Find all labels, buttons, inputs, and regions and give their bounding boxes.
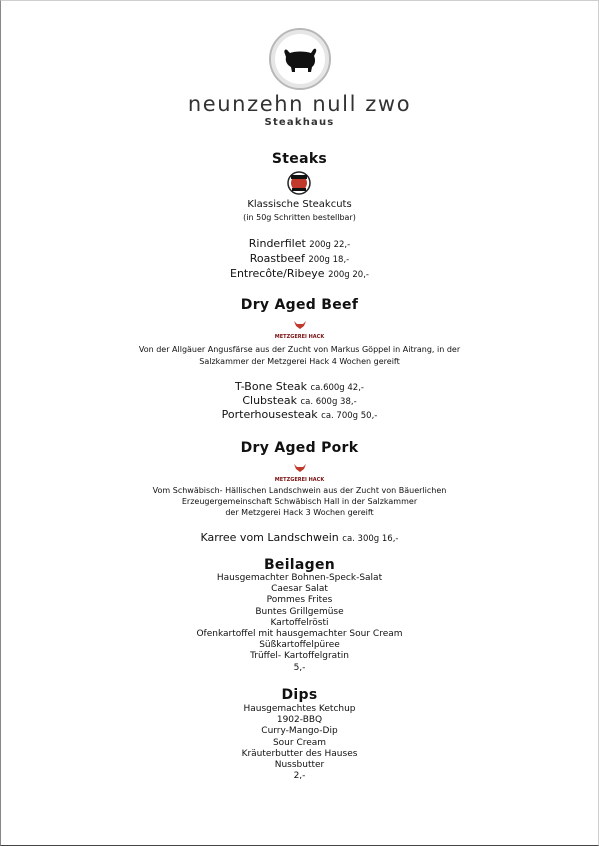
list-item: Kräuterbutter des Hauses	[241, 748, 358, 759]
section-heading-dry-aged-pork: Dry Aged Pork	[240, 440, 359, 456]
menu-item: Entrecôte/Ribeye 200g 20,-	[230, 267, 369, 280]
menu-item: Porterhousesteak ca. 700g 50,-	[221, 408, 378, 421]
metzgerei-badge-label: METZGEREI HACK	[274, 334, 325, 340]
list-item: Nussbutter	[274, 760, 325, 771]
beilagen-list	[0, 573, 599, 674]
menu-item: Roastbeef 200g 18,-	[249, 252, 350, 265]
bull-head-icon	[293, 320, 307, 330]
list-item: Trüffel- Kartoffelgratin	[250, 651, 349, 662]
bull-logo-icon	[269, 28, 331, 90]
list-item: Pommes Frites	[266, 595, 333, 606]
steaks-intro: Klassische Steakcuts	[247, 199, 352, 210]
list-item: Sour Cream	[272, 737, 327, 748]
section-heading-dry-aged-beef: Dry Aged Beef	[240, 297, 359, 313]
dry-aged-pork-desc: Erzeugergemeinschaft Schwäbisch Hall in der Salzkammer	[181, 497, 418, 506]
metzgerei-badge	[0, 458, 599, 483]
menu-item: Clubsteak ca. 600g 38,-	[242, 394, 357, 407]
list-item: Hausgemachter Bohnen-Speck-Salat	[216, 573, 383, 583]
steaks-note: (in 50g Schritten bestellbar)	[243, 213, 356, 222]
menu-item: T-Bone Steak ca.600g 42,-	[235, 380, 364, 393]
brand-subtitle: Steakhaus	[264, 117, 335, 128]
section-heading-beilagen: Beilagen	[263, 557, 336, 573]
rodeo-badge-icon	[287, 168, 311, 202]
list-item: Süßkartoffelpüree	[259, 640, 340, 651]
dips-list	[0, 704, 599, 782]
section-heading-steaks: Steaks	[271, 151, 328, 167]
metzgerei-badge-label: METZGEREI HACK	[274, 477, 325, 483]
price: 2,-	[293, 771, 306, 782]
dry-aged-beef-desc: Salzkammer der Metzgerei Hack 4 Wochen gereift	[199, 357, 400, 366]
bull-head-icon	[293, 463, 307, 473]
list-item: 1902-BBQ	[276, 715, 323, 726]
list-item: Ofenkartoffel mit hausgemachter Sour Cream	[196, 629, 403, 640]
list-item: Hausgemachtes Ketchup	[243, 704, 356, 714]
list-item: Buntes Grillgemüse	[255, 606, 344, 617]
brand-name: neunzehn null zwo	[187, 92, 412, 116]
price: 5,-	[293, 662, 306, 673]
section-heading-dips: Dips	[281, 687, 318, 703]
menu-item: Karree vom Landschwein ca. 300g 16,-	[200, 531, 399, 544]
list-item: Caesar Salat	[271, 584, 328, 595]
list-item: Curry-Mango-Dip	[261, 726, 338, 737]
metzgerei-badge	[0, 315, 599, 340]
dry-aged-beef-desc: Von der Allgäuer Angusfärse aus der Zucht von Markus Göppel in Aitrang, in der	[138, 345, 461, 354]
dry-aged-pork-desc: der Metzgerei Hack 3 Wochen gereift	[225, 508, 374, 517]
dry-aged-pork-desc: Vom Schwäbisch- Hällischen Landschwein aus der Zucht von Bäuerlichen	[152, 486, 447, 495]
menu-item: Rinderfilet 200g 22,-	[248, 237, 351, 250]
list-item: Kartoffelrösti	[270, 617, 329, 628]
